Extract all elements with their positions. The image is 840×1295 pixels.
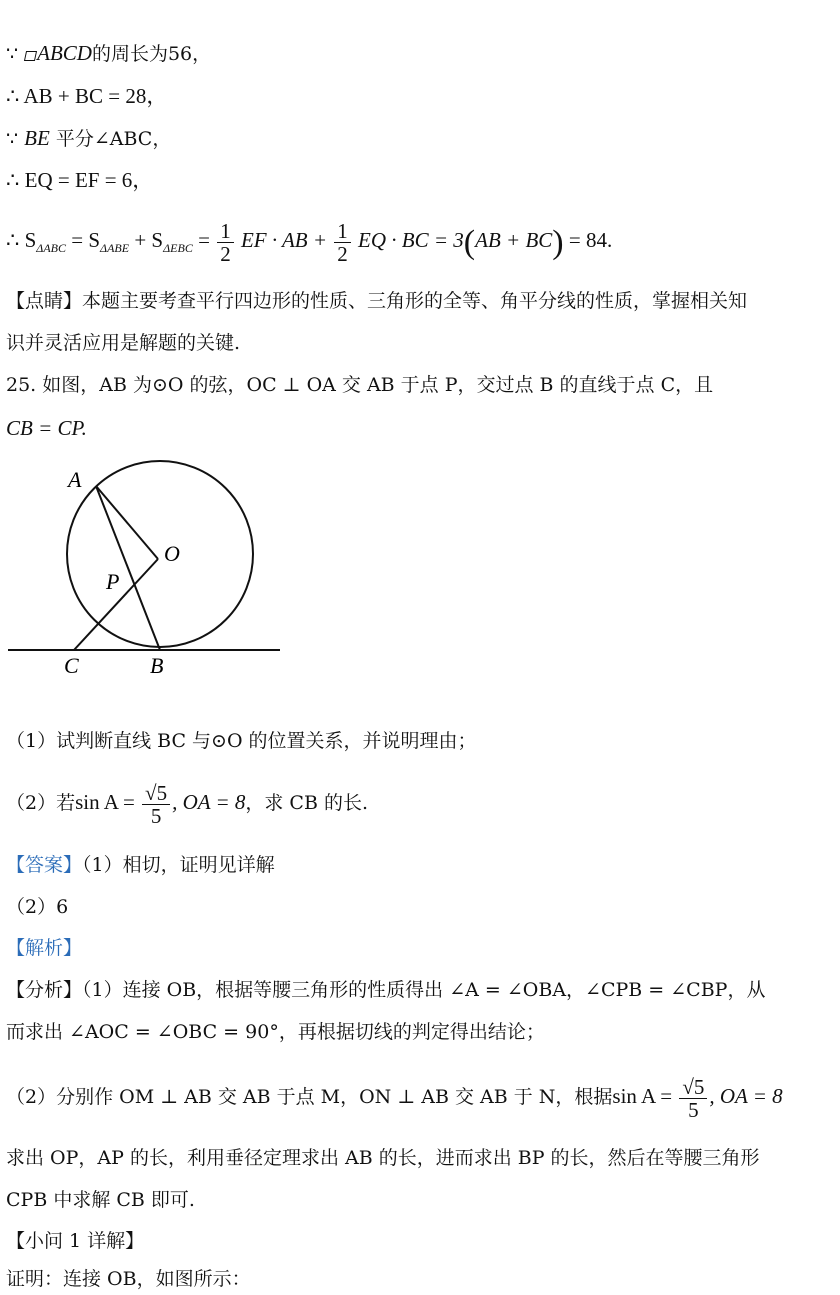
label-a: A xyxy=(68,467,82,492)
line-area-formula: ∴ $S_{\Delta ABC} = S_{\Delta ABE} + S_{\Delta EBC}$ = $\frac{1}{2}$ EF · AB + $\frac{1}{2}$ EQ · BC = 3(AB + BC) = 84. xyxy=(6,218,613,266)
circle-figure xyxy=(0,455,300,685)
radius-oa xyxy=(96,486,158,559)
fenxi-line-4: 求出 OP，AP 的长，利用垂径定理求出 AB 的长，进而求出 BP 的长，然后在等腰三角形 xyxy=(6,1147,760,1169)
dianjing-line-2: 识并灵活应用是解题的关键. xyxy=(6,332,241,354)
fenxi-line-1: 【分析】（1）连接 OB，根据等腰三角形的性质得出 ∠A = ∠OBA，∠CPB = ∠CBP，从 xyxy=(6,979,766,1001)
xiaowen-label: 【小问 1 详解】 xyxy=(6,1230,145,1252)
jiexi-label: 【解析】 xyxy=(6,937,83,959)
fraction-half-1: $\frac{1}{2}$ xyxy=(217,220,234,265)
fraction-half-2: $\frac{1}{2}$ xyxy=(334,220,351,265)
answer-line-2: （2）6 xyxy=(6,896,69,918)
fraction-sqrt5-over-5-b: $\frac{√5}{5}$ xyxy=(679,1076,707,1121)
fraction-sqrt5-over-5: $\frac{√5}{5}$ xyxy=(142,782,170,827)
sub-question-1: （1）试判断直线 BC 与⊙O 的位置关系，并说明理由； xyxy=(6,730,477,752)
circle-o xyxy=(67,461,253,647)
line-bisector: ∵ BE 平分∠ABC， xyxy=(6,126,172,150)
line-eq-ef: ∴ EQ = EF = 6， xyxy=(6,168,154,192)
zhengming-line: 证明：连接 OB，如图所示： xyxy=(6,1268,251,1290)
line-ab-bc: ∴ AB + BC = 28， xyxy=(6,84,168,108)
label-p: P xyxy=(106,569,120,594)
line-perimeter: ∵ ABCD的周长为56， xyxy=(6,41,212,65)
sub-question-2: （2）若sin A = $\frac{√5}{5}$ , OA = 8，求 CB 的长. xyxy=(6,780,368,828)
label-b: B xyxy=(150,653,164,678)
label-c: C xyxy=(64,653,79,678)
fenxi-line-5: CPB 中求解 CB 即可. xyxy=(6,1189,195,1211)
label-o: O xyxy=(164,541,180,566)
answer-line: 【答案】（1）相切，证明见详解 xyxy=(6,854,275,876)
dianjing-line-1: 【点睛】本题主要考查平行四边形的性质、三角形的全等、角平分线的性质，掌握相关知 xyxy=(6,290,748,312)
question-25-line-1: 25. 如图，AB 为⊙O 的弦，OC ⊥ OA 交 AB 于点 P，交过点 B 的直线于点 C，且 xyxy=(6,374,714,396)
parallelogram-icon xyxy=(24,49,35,61)
fenxi-line-3: （2）分别作 OM ⊥ AB 交 AB 于点 M，ON ⊥ AB 交 AB 于 N，根据sin A = $\frac{√5}{5}$ , OA = 8 xyxy=(6,1074,783,1122)
fenxi-line-2: 而求出 ∠AOC = ∠OBC = 90°，再根据切线的判定得出结论； xyxy=(6,1021,545,1043)
question-25-line-2: CB = CP. xyxy=(6,416,87,440)
